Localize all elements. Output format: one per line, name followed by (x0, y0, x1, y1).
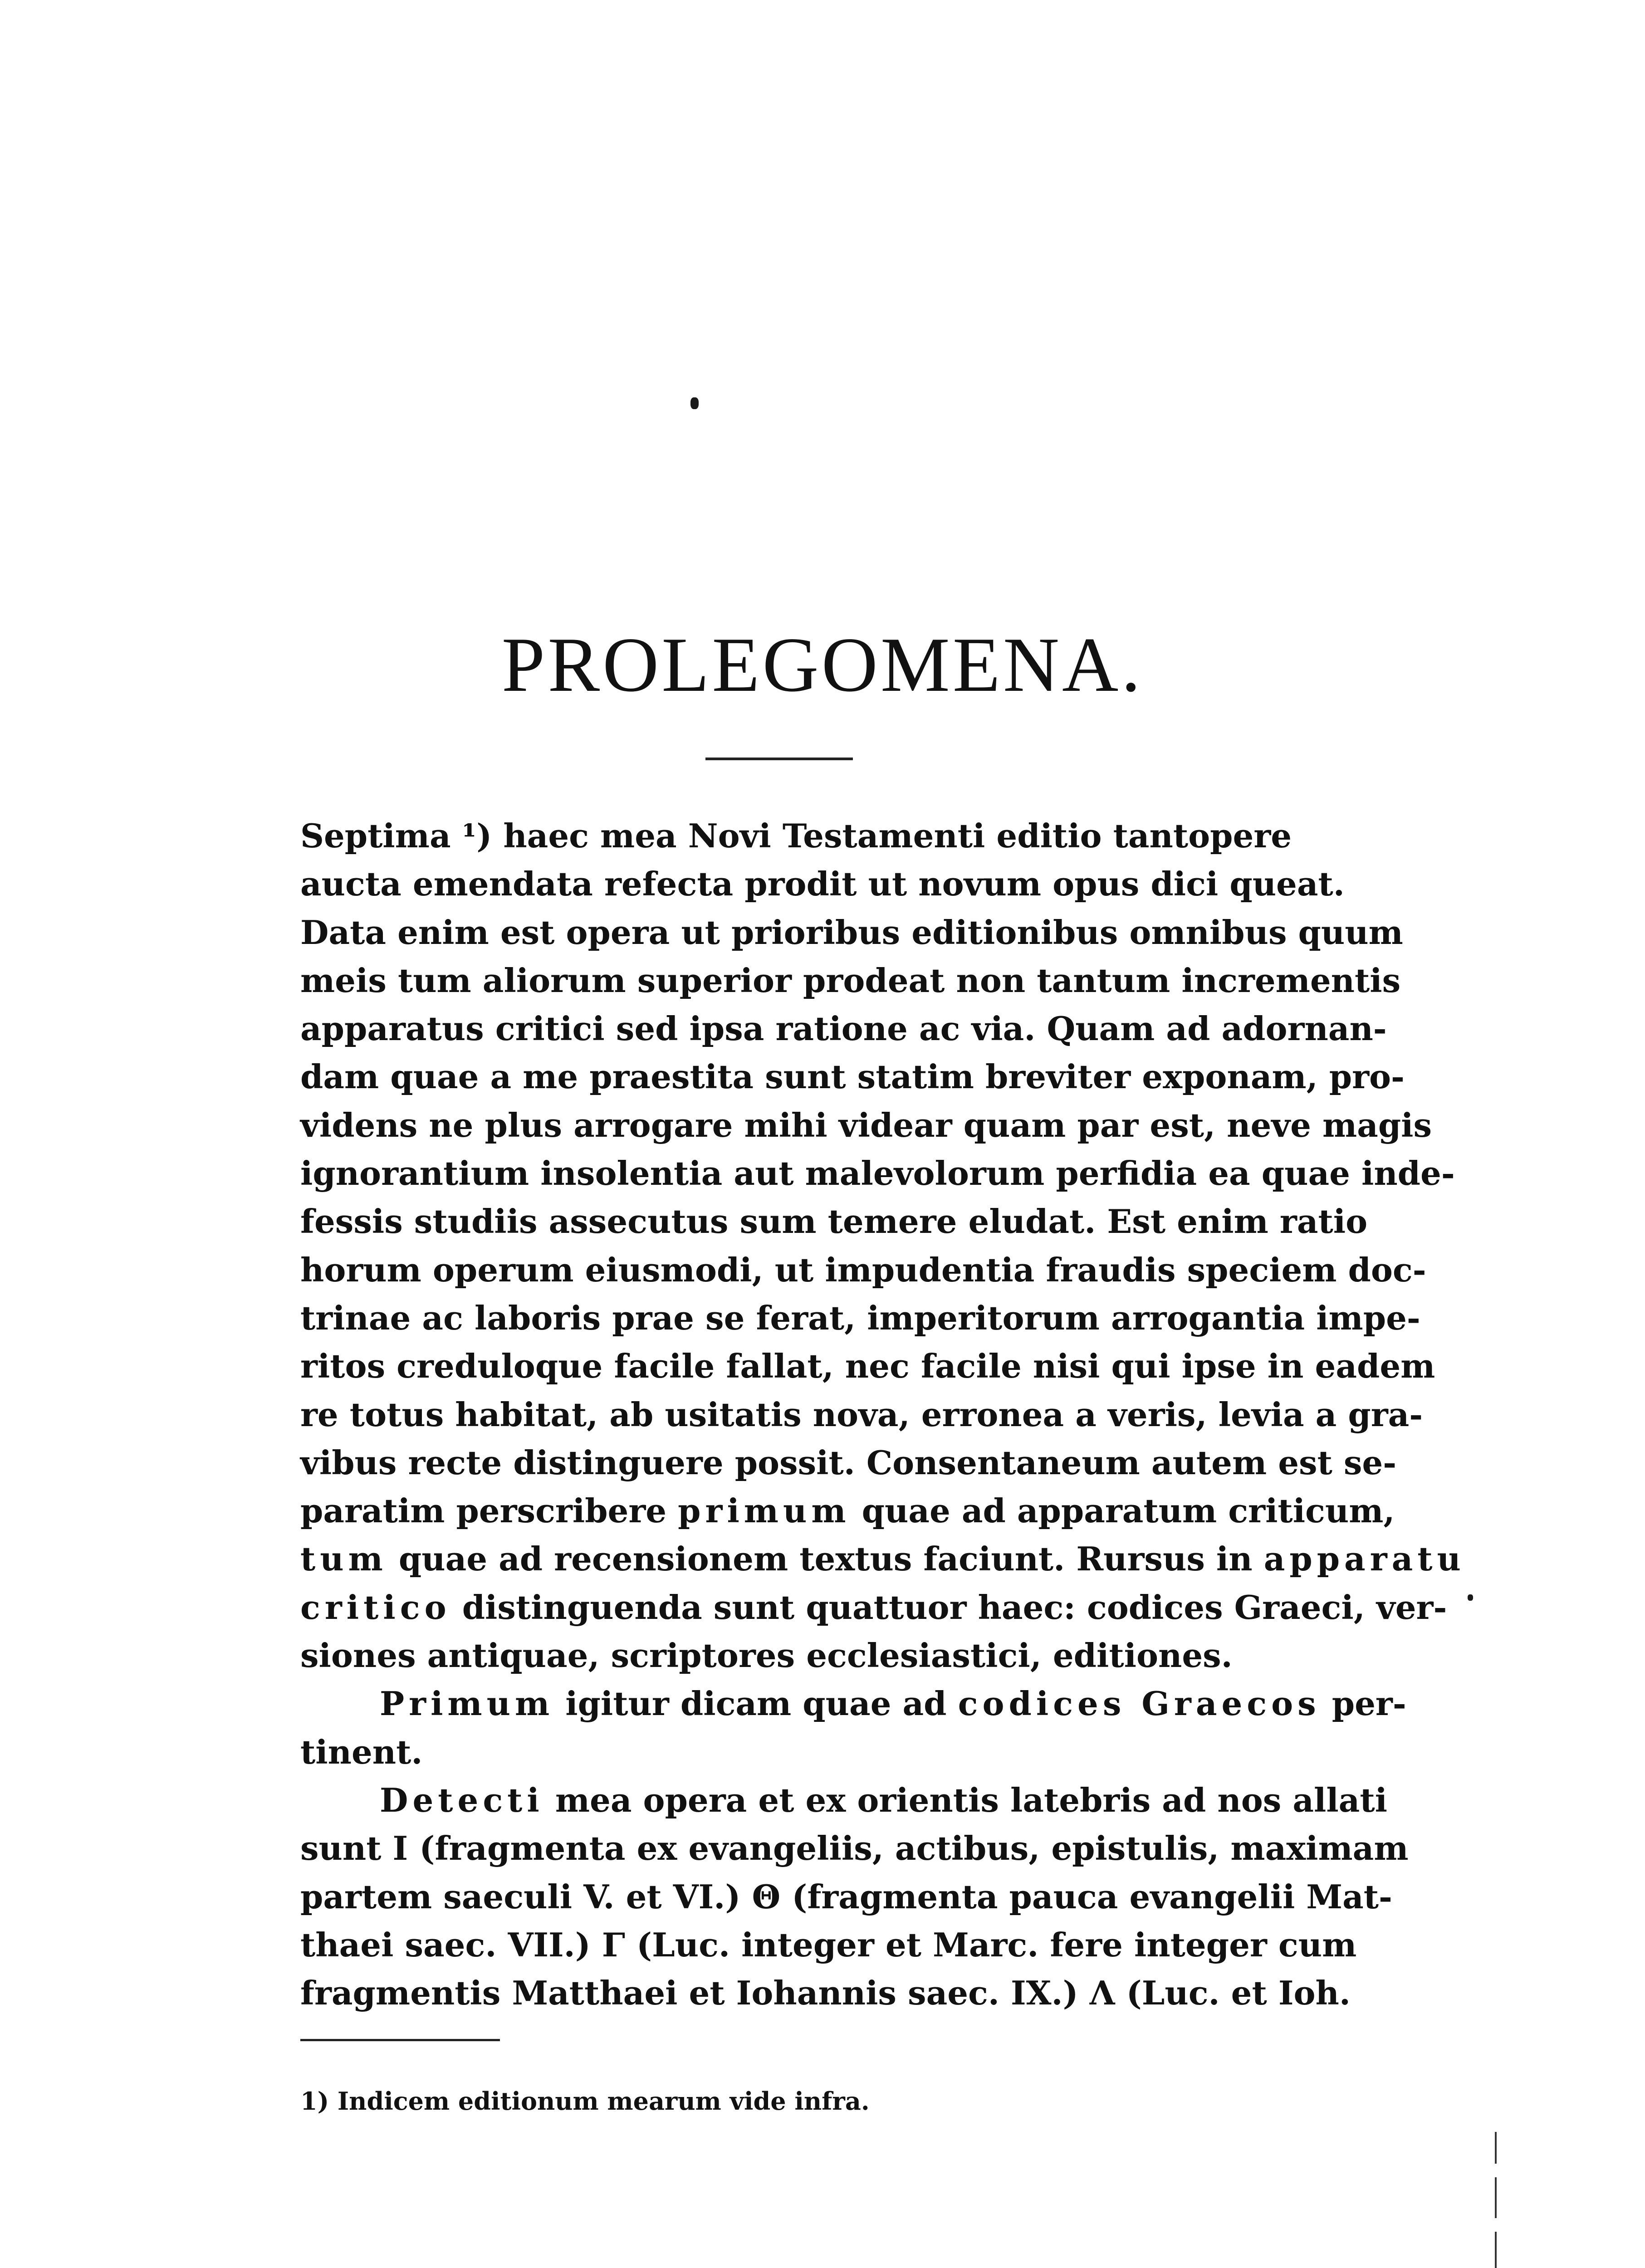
text-line: ignorantium insolentia aut malevolorum perfidia ea quae inde- (300, 1154, 1455, 1193)
emphasis-text: Primum (380, 1684, 554, 1723)
text-line: sunt I (fragmenta ex evangeliis, actibus, epistulis, maximam (300, 1829, 1409, 1868)
text-line: tinent. (300, 1732, 423, 1771)
page-title: PROLEGOMENA. (501, 622, 1144, 708)
text-segment: paratim perscribere (300, 1491, 667, 1530)
page-speck (690, 397, 699, 409)
text-line: vibus recte distinguere possit. Consentaneum autem est se- (300, 1443, 1397, 1482)
text-line: fragmentis Matthaei et Iohannis saec. IX.) Λ (Luc. et Ioh. (300, 1974, 1351, 2013)
text-line (300, 1584, 1447, 1632)
margin-mark (1495, 2177, 1497, 2218)
text-line: partem saeculi V. et VI.) Θ (fragmenta pauca evangelii Mat- (300, 1877, 1392, 1916)
emphasis-text: apparatu (1263, 1540, 1465, 1579)
text-line: fessis studiis assecutus sum temere eludat. Est enim ratio (300, 1202, 1368, 1241)
emphasis-text: primum (678, 1491, 851, 1530)
emphasis-text: critico (300, 1588, 451, 1627)
text-line: dam quae a me praestita sunt statim breviter exponam, pro- (300, 1057, 1405, 1096)
text-line (300, 1535, 1465, 1583)
text-segment: mea opera et ex orientis latebris ad nos allati (555, 1780, 1387, 1819)
text-line: aucta emendata refecta prodit ut novum opus dici queat. (300, 865, 1345, 904)
text-segment: igitur dicam quae ad (565, 1684, 947, 1723)
text-line: apparatus critici sed ipsa ratione ac via. Quam ad adornan- (300, 1009, 1387, 1048)
text-line: ritos creduloque facile fallat, nec facile nisi qui ipse in eadem (300, 1347, 1435, 1386)
text-segment: quae ad recensionem textus faciunt. Rursus in (398, 1540, 1253, 1579)
emphasis-text: Detecti (380, 1780, 544, 1819)
text-line: Septima ¹) haec mea Novi Testamenti editio tantopere (300, 816, 1292, 855)
text-line (300, 1487, 1395, 1535)
text-line (300, 1680, 1406, 1728)
text-line: trinae ac laboris prae se ferat, imperitorum arrogantia impe- (300, 1298, 1420, 1337)
text-line: thaei saec. VII.) Γ (Luc. integer et Marc. fere integer cum (300, 1925, 1357, 1964)
footnote: 1) Indicem editionum mearum vide infra. (300, 2087, 870, 2116)
emphasis-text: codices Graecos (958, 1684, 1321, 1723)
margin-mark (1495, 2232, 1497, 2268)
text-line: meis tum aliorum superior prodeat non tantum incrementis (300, 961, 1401, 1000)
text-line: siones antiquae, scriptores ecclesiastici, editiones. (300, 1636, 1233, 1675)
title-rule (705, 758, 853, 760)
text-line: horum operum eiusmodi, ut impudentia fraudis speciem doc- (300, 1250, 1426, 1289)
emphasis-text: tum (300, 1540, 387, 1579)
page-speck (1468, 1594, 1473, 1601)
text-line: re totus habitat, ab usitatis nova, erronea a veris, levia a gra- (300, 1395, 1423, 1434)
text-line: videns ne plus arrogare mihi videar quam par est, neve magis (300, 1105, 1432, 1144)
text-segment: per- (1332, 1684, 1406, 1723)
text-segment: distinguenda sunt quattuor haec: codices Graeci, ver- (462, 1588, 1447, 1627)
text-line (300, 1776, 1387, 1824)
text-segment: quae ad apparatum criticum, (862, 1491, 1395, 1530)
body-text (300, 812, 1465, 2017)
margin-mark (1495, 2132, 1497, 2164)
text-line: Data enim est opera ut prioribus editionibus omnibus quum (300, 913, 1403, 952)
footnote-rule (300, 2039, 500, 2041)
